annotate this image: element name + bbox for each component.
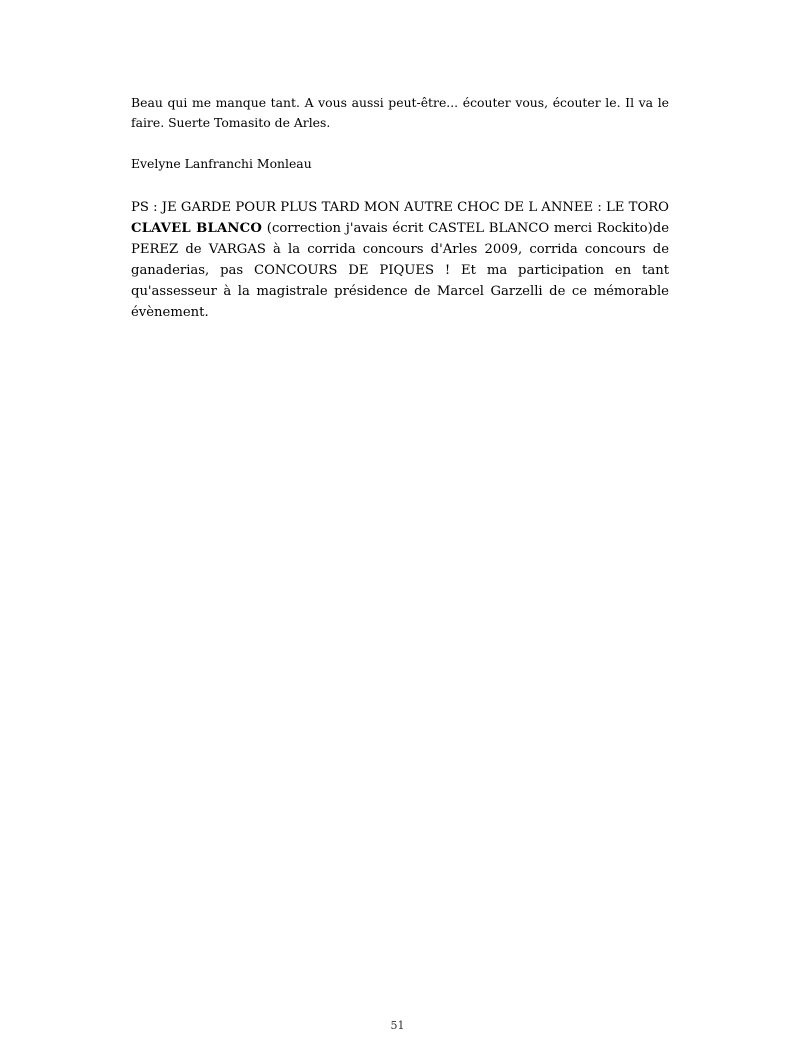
page-body [131, 93, 669, 323]
postscript-remainder: (correction j'avais écrit CASTEL BLANCO merci Rockito)de PEREZ de VARGAS à la corrida concours d'Arles 2009, corrida concours de ganaderias, pas CONCOURS DE PIQUES ! Et ma participation en tant qu'assesseur à la magistrale présidence de Marcel Garzelli de ce mémorable évènement. [131, 221, 669, 320]
postscript-emphasis: CLAVEL BLANCO [131, 221, 263, 236]
page-number: 51 [390, 1019, 405, 1032]
author-signature: Evelyne Lanfranchi Monleau [131, 156, 312, 171]
postscript-intro: PS : JE GARDE POUR PLUS TARD MON AUTRE CHOC DE L ANNEE : LE TORO [131, 200, 669, 215]
paragraph-postscript [131, 197, 669, 323]
paragraph-closing: Beau qui me manque tant. A vous aussi peut-être... écouter vous, écouter le. Il va le faire. Suerte Tomasito de Arles. [131, 95, 669, 130]
